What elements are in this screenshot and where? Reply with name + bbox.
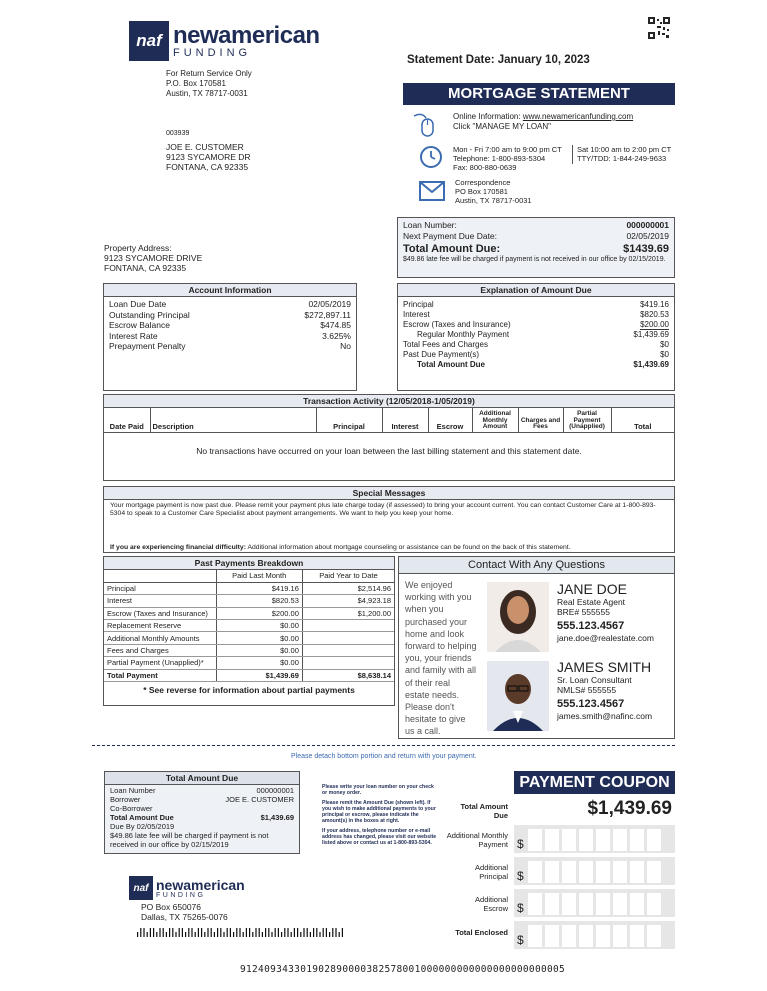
agent-james xyxy=(557,659,652,721)
logo-sub: FUNDING xyxy=(156,891,206,899)
row-value: $1,439.69 xyxy=(633,359,669,369)
loan-summary-box xyxy=(397,217,675,278)
row-label: Loan Due Date xyxy=(109,299,167,309)
coupon-field-additional-escrow xyxy=(430,889,675,918)
scanline: 912409343301902890000382578001000000000000000000000005 xyxy=(240,964,566,975)
paid-last-month: $820.53 xyxy=(216,595,302,607)
hours-weekday: Mon - Fri 7:00 am to 9:00 pm CT xyxy=(453,145,562,154)
agent-role: Real Estate Agent xyxy=(557,597,626,607)
agent-role: Sr. Loan Consultant xyxy=(557,675,632,685)
cs-borrower-label: Borrower xyxy=(110,795,141,804)
explanation-row xyxy=(403,350,669,360)
agent-license: NMLS# 555555 xyxy=(557,685,617,695)
past-payment-row xyxy=(104,595,394,607)
explanation-row xyxy=(403,360,669,370)
row-label: Principal xyxy=(403,300,434,309)
row-label: Outstanding Principal xyxy=(109,309,190,320)
company-logo xyxy=(129,21,320,61)
explanation-title: Explanation of Amount Due xyxy=(398,284,674,297)
fax: Fax: 800-880-0639 xyxy=(453,163,517,172)
row-label: Total Payment xyxy=(104,669,216,681)
row-label: Past Due Payment(s) xyxy=(403,349,480,359)
paid-last-month: $419.16 xyxy=(216,582,302,594)
explanation-row xyxy=(403,310,669,320)
agent-photo-jane xyxy=(487,582,549,652)
cs-total: $1,439.69 xyxy=(260,813,294,822)
mortgage-statement-banner: MORTGAGE STATEMENT xyxy=(403,83,675,105)
detach-line xyxy=(92,745,675,746)
past-payments-table xyxy=(104,570,394,682)
total-due-amount: $1439.69 xyxy=(623,243,669,255)
row-label: Interest Rate xyxy=(109,330,158,341)
late-fee-note: $49.86 late fee will be charged if payment is not received in our office by 02/15/2019. xyxy=(403,256,666,263)
row-value: $0 xyxy=(660,340,669,350)
agent-phone: 555.123.4567 xyxy=(557,698,625,710)
paid-ytd xyxy=(302,644,394,656)
manage-loan-text: Click "MANAGE MY LOAN" xyxy=(453,121,551,131)
property-line: 9123 SYCAMORE DRIVE xyxy=(104,253,203,263)
dollar-sign: $ xyxy=(517,869,524,883)
row-label: Total Amount Due xyxy=(417,359,485,369)
row-value: $474.85 xyxy=(320,320,351,330)
next-due-date: 02/05/2019 xyxy=(626,231,669,241)
dollar-sign: $ xyxy=(517,901,524,915)
no-transactions-message: No transactions have occurred on your loan between the last billing statement and this statement date. xyxy=(196,445,582,456)
cs-borrower: JOE E. CUSTOMER xyxy=(225,795,294,804)
paid-ytd xyxy=(302,620,394,632)
field-label: Additional Escrow xyxy=(475,895,508,913)
explanation-of-amount-due xyxy=(397,283,675,391)
col-date-paid: Date Paid xyxy=(104,408,150,432)
row-value: 3.625% xyxy=(322,330,351,341)
row-label: Escrow (Taxes and Insurance) xyxy=(104,607,216,619)
row-label: Fees and Charges xyxy=(104,644,216,656)
coupon-total-label: Total Amount Due xyxy=(460,802,508,820)
remit-address xyxy=(141,902,228,922)
special-messages xyxy=(103,486,675,553)
recipient-line: FONTANA, CA 92335 xyxy=(166,162,249,172)
agent-photo-james xyxy=(487,661,549,731)
corr-box: PO Box 170581 xyxy=(455,187,508,196)
transaction-activity xyxy=(103,394,675,481)
row-label: Total Fees and Charges xyxy=(403,340,488,350)
contact-blurb: We enjoyed working with you when you purchased your home and look forward to helping you, your friends and family with all of their real estate needs. Please don't hesitate to give us a call. xyxy=(405,580,477,737)
row-label: Principal xyxy=(104,582,216,594)
transaction-title: Transaction Activity (12/05/2018-1/05/2019) xyxy=(104,395,674,408)
row-value: No xyxy=(340,341,351,351)
cs-total-label: Total Amount Due xyxy=(110,813,174,822)
total-enclosed-input[interactable] xyxy=(514,921,675,949)
paid-last-month: $0.00 xyxy=(216,644,302,656)
contact-panel xyxy=(398,556,675,739)
phone-hours xyxy=(453,145,562,172)
paid-last-month: $0.00 xyxy=(216,657,302,669)
field-label: Additional Principal xyxy=(475,863,508,881)
explanation-row xyxy=(403,340,669,350)
coupon-summary xyxy=(104,771,300,854)
col-total: Total xyxy=(611,408,674,432)
cs-loan-number: 000000001 xyxy=(256,786,294,795)
paid-last-month: $0.00 xyxy=(216,632,302,644)
past-payment-row xyxy=(104,669,394,681)
past-payments-title: Past Payments Breakdown xyxy=(104,557,394,570)
row-label: Escrow Balance xyxy=(109,320,170,330)
paid-last-month: $200.00 xyxy=(216,607,302,619)
account-information xyxy=(103,283,357,391)
row-value: $272,897.11 xyxy=(304,309,351,320)
correspondence xyxy=(455,178,532,205)
row-label: Additional Monthly Amounts xyxy=(104,632,216,644)
field-label: Total Enclosed xyxy=(455,928,508,937)
row-label: Interest xyxy=(403,309,430,319)
instruction-line: If your address, telephone number or e-mail address has changed, please visit our website listed above or contact us at 1-800-893-5304. xyxy=(322,828,437,846)
col-paid-ytd: Paid Year to Date xyxy=(302,570,394,582)
tty: TTY/TDD: 1-844-249-9633 xyxy=(577,154,667,163)
past-payment-row xyxy=(104,657,394,669)
dollar-sign: $ xyxy=(517,933,524,947)
return-line: Austin, TX 78717-0031 xyxy=(166,89,248,98)
agent-name: JANE DOE xyxy=(557,581,628,597)
past-payment-row xyxy=(104,607,394,619)
property-address xyxy=(104,243,202,273)
row-label: Interest xyxy=(104,595,216,607)
additional-principal-input[interactable] xyxy=(514,857,675,885)
paid-ytd xyxy=(302,657,394,669)
agent-license: BRE# 555555 xyxy=(557,607,610,617)
loan-number: 000000001 xyxy=(626,220,669,230)
property-line: FONTANA, CA 92335 xyxy=(104,263,187,273)
coupon-instructions xyxy=(322,784,440,846)
corr-city: Austin, TX 78717-0031 xyxy=(455,196,532,205)
cs-loan-label: Loan Number xyxy=(110,786,156,795)
detach-note: Please detach bottom portion and return with your payment. xyxy=(291,753,477,760)
telephone: Telephone: 1-800-893-5304 xyxy=(453,154,546,163)
clock-icon xyxy=(419,145,443,174)
recipient-address xyxy=(166,129,251,172)
postal-barcode xyxy=(137,924,347,942)
logo-sub: FUNDING xyxy=(173,46,252,59)
col-charges-fees: Charges and Fees xyxy=(518,408,563,432)
coupon-field-additional-principal xyxy=(430,857,675,886)
col-principal: Principal xyxy=(316,408,382,432)
row-value: $820.53 xyxy=(640,309,669,319)
cs-due-by: Due By 02/05/2019 xyxy=(110,822,175,831)
account-info-row xyxy=(109,310,351,321)
past-payments-breakdown xyxy=(103,556,395,706)
difficulty-text: Additional information about mortgage counseling or assistance can be found on the back of this statement. xyxy=(245,544,571,551)
logo-name: newamerican xyxy=(173,21,320,49)
field-label: Additional Monthly Payment xyxy=(446,831,508,849)
explanation-row xyxy=(403,320,669,331)
row-value: $419.16 xyxy=(640,300,669,309)
corr-label: Correspondence xyxy=(455,178,511,187)
row-value: $200.00 xyxy=(640,319,669,329)
remit-city: Dallas, TX 75265-0076 xyxy=(141,912,228,922)
col-escrow: Escrow xyxy=(428,408,472,432)
row-value: $1,439.69 xyxy=(633,330,669,340)
dollar-sign: $ xyxy=(517,837,524,851)
row-label: Regular Monthly Payment xyxy=(417,330,510,340)
row-label: Replacement Reserve xyxy=(104,620,216,632)
recipient-line: JOE E. CUSTOMER xyxy=(166,142,244,152)
mail-code: 003939 xyxy=(166,130,190,137)
additional-monthly-input[interactable] xyxy=(514,825,675,853)
past-payment-row xyxy=(104,582,394,594)
contact-panel-title: Contact With Any Questions xyxy=(399,557,674,574)
past-payment-row xyxy=(104,644,394,656)
paid-ytd: $8,638.14 xyxy=(302,669,394,681)
paid-ytd xyxy=(302,632,394,644)
partial-payment-footnote: * See reverse for information about partial payments xyxy=(143,685,355,696)
paid-ytd: $1,200.00 xyxy=(302,607,394,619)
loan-number-label: Loan Number: xyxy=(403,220,457,230)
col-description: Description xyxy=(150,408,316,432)
total-due-label: Total Amount Due: xyxy=(403,243,501,255)
remit-box: PO Box 650076 xyxy=(141,902,202,912)
logo-mark: naf xyxy=(129,876,153,900)
special-body: Your mortgage payment is now past due. Please remit your payment plus late charge today (if assessed) to bring your account current. You can contact Customer Care at 1-800-893-5304 to speak to a Customer Care Specialist about payment arrangements. We want to help you keep your home. xyxy=(110,502,656,517)
remit-logo xyxy=(129,876,245,900)
transaction-table xyxy=(104,408,674,433)
hours-saturday: Sat 10:00 am to 2:00 pm CT xyxy=(577,145,672,154)
next-due-label: Next Payment Due Date: xyxy=(403,231,498,241)
online-label: Online Information: xyxy=(453,112,521,121)
difficulty-bold: If you are experiencing financial difficulty: xyxy=(110,544,246,551)
col-additional-monthly: Additional Monthly Amount xyxy=(472,408,518,432)
agent-email[interactable]: james.smith@nafinc.com xyxy=(557,711,653,721)
property-label: Property Address: xyxy=(104,243,172,253)
statement-date: Statement Date: January 10, 2023 xyxy=(407,54,590,66)
payment-coupon-banner: PAYMENT COUPON xyxy=(514,771,675,794)
envelope-icon xyxy=(419,181,445,206)
paid-ytd: $4,923.18 xyxy=(302,595,394,607)
coupon-summary-title: Total Amount Due xyxy=(105,772,299,785)
coupon-field-additional-monthly xyxy=(430,825,675,854)
logo-name: newamerican xyxy=(156,876,245,893)
financial-difficulty xyxy=(110,544,571,551)
explanation-row xyxy=(403,300,669,310)
row-label: Partial Payment (Unapplied)* xyxy=(104,657,216,669)
agent-email[interactable]: jane.doe@realestate.com xyxy=(557,633,654,643)
website-link[interactable]: www.newamericanfunding.com xyxy=(522,112,634,121)
online-info xyxy=(453,112,633,131)
return-line: For Return Service Only xyxy=(166,69,252,78)
col-paid-last-month: Paid Last Month xyxy=(216,570,302,582)
past-payment-row xyxy=(104,620,394,632)
agent-jane xyxy=(557,581,654,643)
recipient-line: 9123 SYCAMORE DR xyxy=(166,152,251,162)
paid-last-month: $1,439.69 xyxy=(216,669,302,681)
row-label: Escrow (Taxes and Insurance) xyxy=(403,319,511,329)
agent-phone: 555.123.4567 xyxy=(557,620,625,632)
logo-mark: naf xyxy=(129,21,169,61)
instruction-line: Please remit the Amount Due (shown left). If you wish to make additional payments to your principal or escrow, please indicate the amount(s) in the boxes at right. xyxy=(322,800,436,824)
qr-code xyxy=(648,17,670,39)
return-line: P.O. Box 170581 xyxy=(166,79,226,88)
account-info-title: Account Information xyxy=(104,284,356,297)
coupon-total-amount: $1,439.69 xyxy=(587,798,672,819)
cs-late-note: $49.86 late fee will be charged if payment is not received in our office by 02/15/2019 xyxy=(110,831,269,849)
col-interest: Interest xyxy=(382,408,428,432)
row-value: 02/05/2019 xyxy=(308,299,351,309)
account-info-row xyxy=(109,331,351,342)
account-info-row xyxy=(109,299,351,310)
col-partial-payment: Partial Payment (Unapplied) xyxy=(563,408,611,432)
row-label: Prepayment Penalty xyxy=(109,341,186,351)
paid-ytd: $2,514.96 xyxy=(302,582,394,594)
row-value: $0 xyxy=(660,349,669,359)
cs-coborrower-label: Co-Borrower xyxy=(110,804,153,813)
additional-escrow-input[interactable] xyxy=(514,889,675,917)
past-payment-row xyxy=(104,632,394,644)
return-address xyxy=(166,69,252,99)
coupon-field-total-enclosed xyxy=(430,921,675,950)
instruction-line: Please write your loan number on your check or money order. xyxy=(322,784,434,796)
agent-name: JAMES SMITH xyxy=(557,659,652,675)
explanation-row xyxy=(403,330,669,340)
account-info-row xyxy=(109,320,351,331)
account-info-row xyxy=(109,341,351,352)
phone-hours-weekend xyxy=(572,145,671,164)
mouse-icon xyxy=(412,112,440,143)
special-title: Special Messages xyxy=(104,487,674,500)
paid-last-month: $0.00 xyxy=(216,620,302,632)
